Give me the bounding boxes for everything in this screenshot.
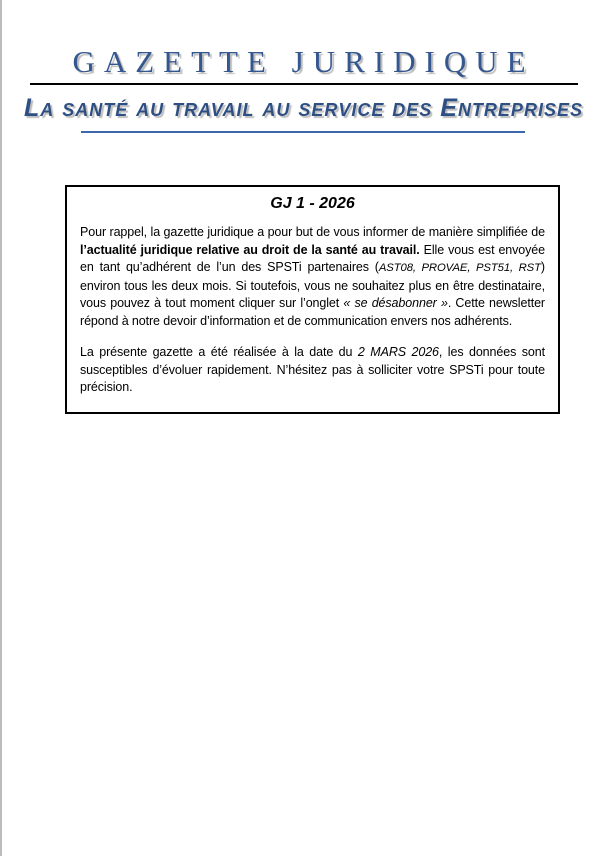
text-run: Pour rappel, la gazette juridique a pour but de vous informer de manière simplifiée de (80, 225, 545, 239)
intro-paragraph (80, 224, 545, 330)
date-note-paragraph (80, 344, 545, 397)
text-run: Elle vous est envoyée en tant qu’adhérent de l’un des SPSTi partenaires ( (80, 242, 546, 274)
title-divider (30, 83, 578, 85)
text-run: . Cette newsletter répond à notre devoir d’information et de communication envers nos adhérents. (80, 296, 545, 328)
issue-info-box (65, 185, 560, 414)
text-run: ) environ tous les deux mois. Si toutefois, vous ne souhaitez plus en être destinataire, vous pouvez à tout moment cliquer sur l’onglet (80, 260, 545, 310)
newsletter-subtitle: La santé au travail au service des Entreprises (24, 94, 583, 122)
page-edge (0, 0, 2, 856)
text-run: « se désabonner » (343, 296, 448, 310)
issue-number-heading: GJ 1 - 2026 (270, 195, 355, 212)
subtitle-divider (81, 131, 525, 133)
newsletter-title: GAZETTE JURIDIQUE (72, 44, 535, 79)
text-run: 2 MARS 2026 (357, 345, 439, 359)
text-run: AST08, PROVAE, PST51, RST (378, 262, 541, 274)
text-run: l’actualité juridique relative au droit de la santé au travail. (80, 242, 420, 257)
text-run: , les données sont susceptibles d’évoluer rapidement. N’hésitez pas à solliciter votre SPSTi pour toute précision. (80, 345, 545, 394)
text-run: La présente gazette a été réalisée à la date du (80, 345, 358, 359)
